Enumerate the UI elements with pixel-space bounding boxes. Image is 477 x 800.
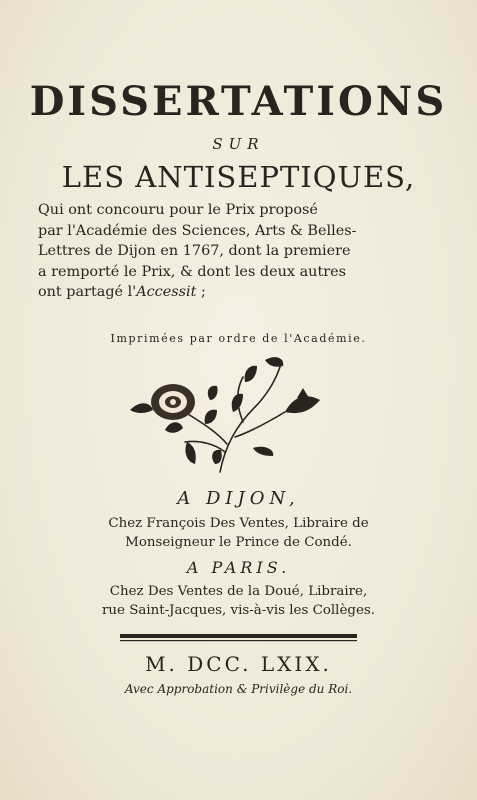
publisher-paris-line2: rue Saint-Jacques, vis-à-vis les Collèges. xyxy=(101,603,376,618)
ornamental-rule xyxy=(120,632,357,644)
description-line: a remporté le Prix, & dont les deux autres xyxy=(38,263,347,280)
publisher-paris-line1: Chez Des Ventes de la Doué, Libraire, xyxy=(109,584,368,599)
city-dijon: A DIJON, xyxy=(177,488,300,509)
city-paris: A PARIS. xyxy=(186,558,291,577)
description-line: par l'Académie des Sciences, Arts & Belles- xyxy=(38,222,357,239)
publication-date: M. DCC. LXIX. xyxy=(145,652,332,676)
description-line: ont partagé l'Accessit ; xyxy=(38,284,206,300)
publisher-dijon-line2: Monseigneur le Prince de Condé. xyxy=(125,535,352,550)
title-main: DISSERTATIONS xyxy=(29,78,448,125)
imprint-note: Imprimées par ordre de l'Académie. xyxy=(110,332,367,345)
floral-vignette-icon xyxy=(125,352,325,477)
title-subject: LES ANTISEPTIQUES, xyxy=(61,160,416,194)
description-line: Qui ont concouru pour le Prix proposé xyxy=(38,202,318,218)
privilege-line: Avec Approbation & Privilège du Roi. xyxy=(124,682,353,696)
description-paragraph xyxy=(38,200,458,303)
title-sur: SUR xyxy=(212,135,265,153)
publisher-dijon-line1: Chez François Des Ventes, Libraire de xyxy=(108,516,369,531)
description-line: Lettres de Dijon en 1767, dont la premiere xyxy=(38,243,351,259)
accessit-italic: Accessit xyxy=(136,284,197,300)
